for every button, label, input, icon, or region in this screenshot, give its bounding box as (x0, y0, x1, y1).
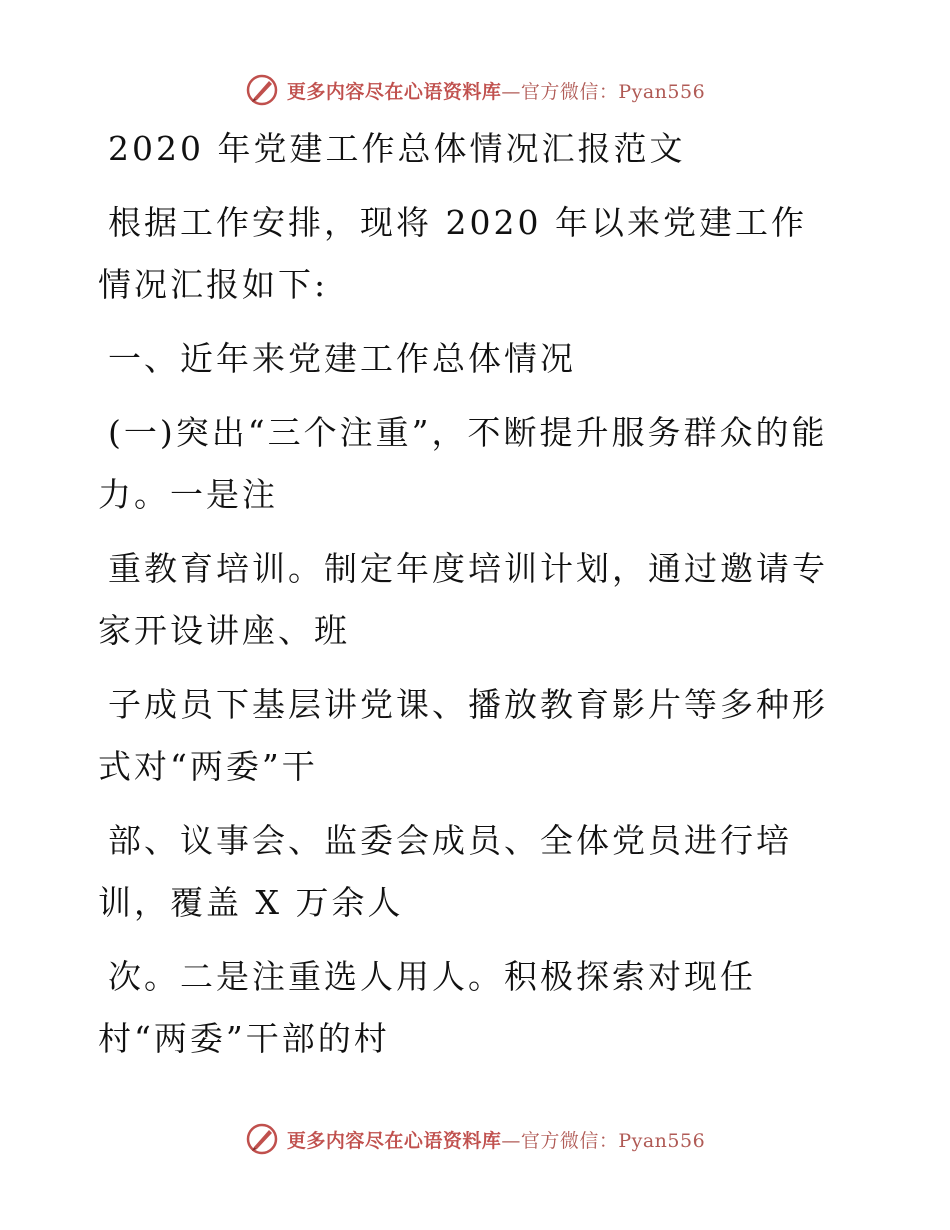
document-body (98, 118, 838, 1082)
section-heading: 一、近年来党建工作总体情况 (108, 339, 576, 378)
banner-text: 更多内容尽在心语资料库—官方微信：Pyan556 (286, 80, 706, 103)
document-title: 2020 年党建工作总体情况汇报范文 (108, 129, 686, 168)
paragraph-intro: 根据工作安排，现将 2020 年以来党建工作情况汇报如下: (98, 203, 807, 304)
paragraph-line: 子成员下基层讲党课、播放教育影片等多种形式对“两委”干 (98, 685, 828, 786)
banner-text: 更多内容尽在心语资料库—官方微信：Pyan556 (286, 1129, 706, 1152)
header-watermark-banner (0, 68, 950, 112)
footer-watermark-banner (0, 1117, 950, 1161)
paragraph-line: 次。二是注重选人用人。积极探索对现任村“两委”干部的村 (98, 957, 756, 1058)
pen-logo-icon (245, 73, 279, 107)
pen-logo-icon (245, 1122, 279, 1156)
paragraph-line: 部、议事会、监委会成员、全体党员进行培训，覆盖 X 万余人 (98, 821, 792, 922)
paragraph-line: 重教育培训。制定年度培训计划，通过邀请专家开设讲座、班 (98, 549, 828, 650)
paragraph-line: (一)突出“三个注重”，不断提升服务群众的能力。一是注 (98, 413, 828, 514)
